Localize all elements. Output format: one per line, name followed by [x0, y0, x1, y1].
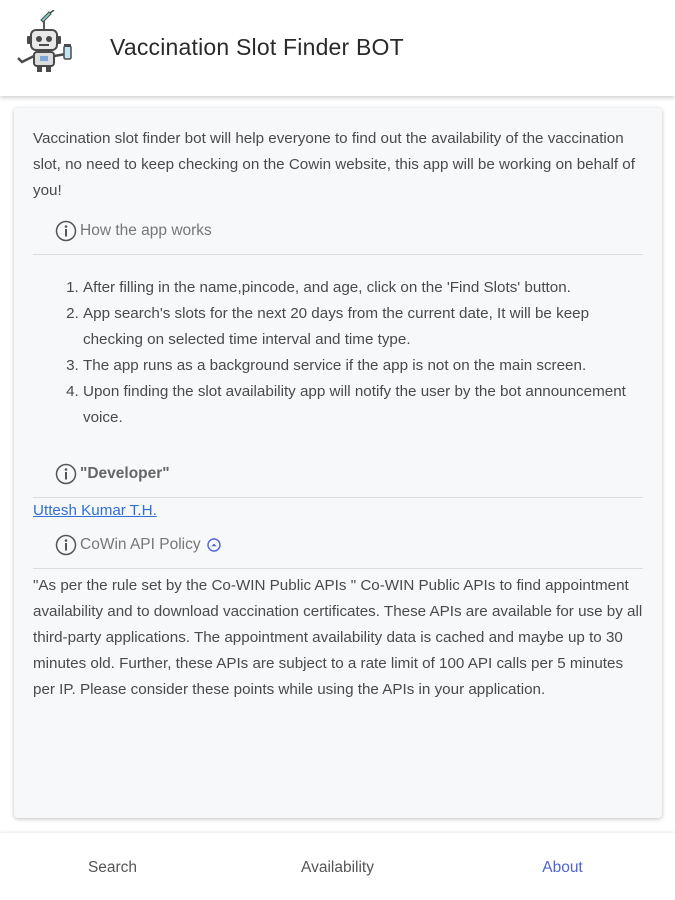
nav-availability[interactable]: Availability	[301, 858, 374, 876]
nav-search[interactable]: Search	[87, 858, 138, 876]
step-item: 1. After filling in the name,pincode, and age, click on the 'Find Slots' button.	[83, 275, 643, 301]
nav-about[interactable]: About	[542, 858, 583, 876]
api-policy-title: CoWin API Policy	[80, 536, 201, 553]
step-item: 2. App search's slots for the next 20 days from the current date, It will be keep checking on selected time interval and time type.	[83, 301, 643, 353]
developer-link[interactable]: Uttesh Kumar T.H.	[33, 502, 157, 519]
steps-list	[33, 275, 643, 431]
how-it-works-header[interactable]	[33, 216, 643, 255]
app-title: Vaccination Slot Finder BOT	[110, 34, 404, 60]
about-card	[14, 108, 662, 818]
developer-header[interactable]	[33, 459, 643, 498]
info-icon	[55, 220, 77, 242]
app-header	[0, 0, 675, 96]
api-policy-text: "As per the rule set by the Co-WIN Public APIs " Co-WIN Public APIs to find appointment availability and to download vaccination certificates. These APIs are available for use by all third-party applications. The appointment availability data is cached and maybe up to 30 minutes old. Further, these APIs are subject to a rate limit of 100 API calls per 5 minutes per IP. Please consider these points while using the APIs in your application.	[33, 577, 643, 698]
robot-logo-icon	[14, 10, 76, 74]
bottom-nav	[0, 833, 675, 900]
info-icon	[55, 463, 77, 485]
how-it-works-title: How the app works	[80, 222, 212, 239]
step-item: 3. The app runs as a background service if the app is not on the main screen.	[83, 353, 643, 379]
intro-text: Vaccination slot finder bot will help everyone to find out the availability of the vaccination slot, no need to keep checking on the Cowin website, this app will be working on behalf of you!	[33, 130, 635, 199]
chevron-up-circle-icon[interactable]	[207, 538, 221, 552]
developer-title: "Developer"	[80, 465, 170, 482]
api-policy-header[interactable]	[33, 530, 643, 569]
step-item: 4. Upon finding the slot availability app will notify the user by the bot announcement voice.	[83, 379, 643, 431]
info-icon	[55, 534, 77, 556]
